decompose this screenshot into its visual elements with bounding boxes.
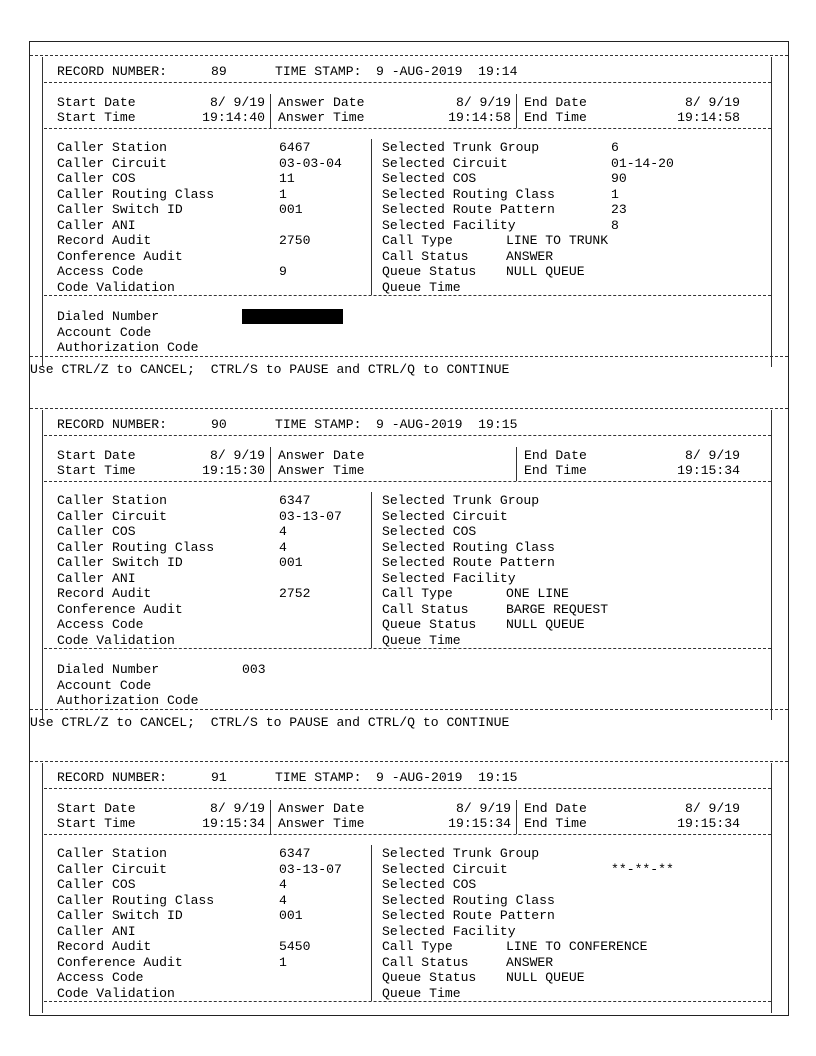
caller-cos-label: Caller COS xyxy=(57,877,136,892)
selected-facility-label: Selected Facility xyxy=(382,217,516,233)
selected-circuit-label: Selected Circuit xyxy=(382,155,508,171)
selected-routing-class-label: Selected Routing Class xyxy=(382,539,555,555)
caller-circuit-value: 03-03-04 xyxy=(279,155,342,171)
call-status-label: Call Status xyxy=(382,601,469,617)
time-stamp-label: TIME STAMP: xyxy=(275,417,362,432)
queue-status-value: NULL QUEUE xyxy=(506,970,585,985)
selected-route-pattern-value: 23 xyxy=(611,202,627,217)
start-date-label: Start Date xyxy=(57,801,136,816)
answer-date-label: Answer Date xyxy=(278,95,365,110)
selected-cos-label: Selected COS xyxy=(382,524,477,539)
selected-facility-label: Selected Facility xyxy=(382,923,516,939)
queue-time-label: Queue Time xyxy=(382,985,461,1001)
end-time-label: End Time xyxy=(524,816,587,831)
divider xyxy=(30,761,788,762)
end-time-label: End Time xyxy=(524,463,587,478)
caller-cos-label: Caller COS xyxy=(57,524,136,539)
selected-trunk-group-value: 6 xyxy=(611,140,619,155)
start-time-value: 19:15:34 xyxy=(202,816,265,831)
call-status-label: Call Status xyxy=(382,248,469,264)
answer-time-label: Answer Time xyxy=(278,463,365,478)
caller-station-value: 6347 xyxy=(279,493,311,508)
caller-ani-label: Caller ANI xyxy=(57,570,136,586)
end-date-label: End Date xyxy=(524,801,587,816)
divider xyxy=(44,834,771,835)
selected-routing-class-label: Selected Routing Class xyxy=(382,892,555,908)
conference-audit-label: Conference Audit xyxy=(57,601,183,617)
dialed-number-redaction xyxy=(242,309,343,324)
record-audit-value: 2750 xyxy=(279,233,311,248)
time-stamp-value: 9 -AUG-2019 19:15 xyxy=(376,417,518,432)
queue-time-label: Queue Time xyxy=(382,279,461,295)
conference-audit-label: Conference Audit xyxy=(57,248,183,264)
control-prompt: Use CTRL/Z to CANCEL; CTRL/S to PAUSE and CTRL/Q to CONTINUE xyxy=(30,715,510,730)
caller-routing-class-value: 4 xyxy=(279,892,287,908)
caller-circuit-label: Caller Circuit xyxy=(57,861,168,877)
queue-status-label: Queue Status xyxy=(382,617,477,632)
divider xyxy=(30,356,788,357)
terminal-screen xyxy=(29,41,789,1016)
divider xyxy=(371,845,372,1001)
time-stamp-value: 9 -AUG-2019 19:15 xyxy=(376,770,518,785)
selected-cos-label: Selected COS xyxy=(382,877,477,892)
caller-routing-class-label: Caller Routing Class xyxy=(57,186,215,202)
selected-trunk-group-label: Selected Trunk Group xyxy=(382,140,540,155)
selected-routing-class-value: 1 xyxy=(611,186,619,202)
record-number-value: 89 xyxy=(211,64,227,79)
record-number-label: RECORD NUMBER: xyxy=(57,64,168,79)
start-date-value: 8/ 9/19 xyxy=(209,95,265,110)
caller-station-label: Caller Station xyxy=(57,140,168,155)
answer-time-value: 19:15:34 xyxy=(448,816,511,831)
dialed-number-label: Dialed Number xyxy=(57,309,160,324)
divider xyxy=(42,57,43,367)
end-date-value: 8/ 9/19 xyxy=(684,801,740,816)
start-date-label: Start Date xyxy=(57,448,136,463)
conference-audit-label: Conference Audit xyxy=(57,954,183,970)
end-date-value: 8/ 9/19 xyxy=(684,95,740,110)
divider xyxy=(44,788,771,789)
caller-circuit-label: Caller Circuit xyxy=(57,508,168,524)
divider xyxy=(42,763,43,1013)
caller-cos-value: 11 xyxy=(279,171,295,186)
divider xyxy=(44,435,771,436)
call-status-label: Call Status xyxy=(382,954,469,970)
selected-circuit-value: **-**-** xyxy=(611,861,674,877)
control-prompt: Use CTRL/Z to CANCEL; CTRL/S to PAUSE and CTRL/Q to CONTINUE xyxy=(30,362,510,377)
selected-circuit-label: Selected Circuit xyxy=(382,861,508,877)
account-code-label: Account Code xyxy=(57,677,152,693)
divider xyxy=(44,481,771,482)
caller-circuit-value: 03-13-07 xyxy=(279,861,342,877)
call-status-value: BARGE REQUEST xyxy=(506,601,609,617)
answer-time-label: Answer Time xyxy=(278,110,365,125)
divider xyxy=(30,709,788,710)
access-code-label: Access Code xyxy=(57,970,144,985)
record-number-value: 91 xyxy=(211,770,227,785)
end-time-label: End Time xyxy=(524,110,587,125)
divider xyxy=(44,648,771,649)
code-validation-label: Code Validation xyxy=(57,279,175,295)
divider xyxy=(30,55,788,56)
call-type-label: Call Type xyxy=(382,233,453,248)
call-type-label: Call Type xyxy=(382,586,453,601)
call-status-value: ANSWER xyxy=(506,954,554,970)
caller-switch-id-label: Caller Switch ID xyxy=(57,202,183,217)
caller-cos-value: 4 xyxy=(279,877,287,892)
call-type-value: ONE LINE xyxy=(506,586,569,601)
authorization-code-label: Authorization Code xyxy=(57,693,199,708)
answer-time-value: 19:14:58 xyxy=(448,110,511,125)
access-code-label: Access Code xyxy=(57,264,144,279)
authorization-code-label: Authorization Code xyxy=(57,340,199,355)
selected-facility-value: 8 xyxy=(611,217,619,233)
record-audit-label: Record Audit xyxy=(57,233,152,248)
divider xyxy=(516,94,517,128)
end-time-value: 19:15:34 xyxy=(677,816,740,831)
queue-status-value: NULL QUEUE xyxy=(506,264,585,279)
caller-routing-class-value: 1 xyxy=(279,186,287,202)
selected-facility-label: Selected Facility xyxy=(382,570,516,586)
end-date-value: 8/ 9/19 xyxy=(684,448,740,463)
divider xyxy=(771,763,772,1013)
caller-cos-label: Caller COS xyxy=(57,171,136,186)
caller-station-value: 6467 xyxy=(279,140,311,155)
record-audit-value: 5450 xyxy=(279,939,311,954)
selected-routing-class-label: Selected Routing Class xyxy=(382,186,555,202)
record-number-label: RECORD NUMBER: xyxy=(57,770,168,785)
dialed-number-value: 003 xyxy=(242,662,266,677)
end-date-label: End Date xyxy=(524,448,587,463)
divider xyxy=(371,492,372,648)
end-time-value: 19:14:58 xyxy=(677,110,740,125)
caller-station-label: Caller Station xyxy=(57,846,168,861)
record-number-value: 90 xyxy=(211,417,227,432)
call-status-value: ANSWER xyxy=(506,248,554,264)
record-number-label: RECORD NUMBER: xyxy=(57,417,168,432)
answer-date-value: 8/ 9/19 xyxy=(455,95,511,110)
time-stamp-value: 9 -AUG-2019 19:14 xyxy=(376,64,518,79)
call-type-label: Call Type xyxy=(382,939,453,954)
access-code-label: Access Code xyxy=(57,617,144,632)
start-time-label: Start Time xyxy=(57,110,136,125)
end-time-value: 19:15:34 xyxy=(677,463,740,478)
divider xyxy=(516,447,517,481)
start-time-label: Start Time xyxy=(57,816,136,831)
caller-cos-value: 4 xyxy=(279,524,287,539)
selected-route-pattern-label: Selected Route Pattern xyxy=(382,908,555,923)
code-validation-label: Code Validation xyxy=(57,985,175,1001)
divider xyxy=(516,800,517,834)
caller-routing-class-label: Caller Routing Class xyxy=(57,892,215,908)
divider xyxy=(771,57,772,367)
call-type-value: LINE TO CONFERENCE xyxy=(506,939,648,954)
queue-status-label: Queue Status xyxy=(382,970,477,985)
conference-audit-value: 1 xyxy=(279,954,287,970)
divider xyxy=(44,295,771,296)
divider xyxy=(371,139,372,295)
divider xyxy=(771,410,772,720)
caller-ani-label: Caller ANI xyxy=(57,217,136,233)
queue-status-value: NULL QUEUE xyxy=(506,617,585,632)
selected-cos-label: Selected COS xyxy=(382,171,477,186)
caller-switch-id-value: 001 xyxy=(279,908,303,923)
caller-circuit-value: 03-13-07 xyxy=(279,508,342,524)
answer-date-value: 8/ 9/19 xyxy=(455,801,511,816)
start-time-value: 19:15:30 xyxy=(202,463,265,478)
record-audit-label: Record Audit xyxy=(57,939,152,954)
divider xyxy=(270,94,271,128)
start-time-label: Start Time xyxy=(57,463,136,478)
answer-time-label: Answer Time xyxy=(278,816,365,831)
account-code-label: Account Code xyxy=(57,324,152,340)
start-date-value: 8/ 9/19 xyxy=(209,801,265,816)
caller-circuit-label: Caller Circuit xyxy=(57,155,168,171)
time-stamp-label: TIME STAMP: xyxy=(275,64,362,79)
access-code-value: 9 xyxy=(279,264,287,279)
start-date-label: Start Date xyxy=(57,95,136,110)
caller-switch-id-label: Caller Switch ID xyxy=(57,555,183,570)
divider xyxy=(42,410,43,720)
code-validation-label: Code Validation xyxy=(57,632,175,648)
selected-trunk-group-label: Selected Trunk Group xyxy=(382,846,540,861)
divider xyxy=(270,800,271,834)
selected-route-pattern-label: Selected Route Pattern xyxy=(382,202,555,217)
selected-cos-value: 90 xyxy=(611,171,627,186)
caller-ani-label: Caller ANI xyxy=(57,923,136,939)
dialed-number-label: Dialed Number xyxy=(57,662,160,677)
caller-routing-class-label: Caller Routing Class xyxy=(57,539,215,555)
divider xyxy=(30,408,788,409)
selected-trunk-group-label: Selected Trunk Group xyxy=(382,493,540,508)
divider xyxy=(44,128,771,129)
queue-time-label: Queue Time xyxy=(382,632,461,648)
answer-date-label: Answer Date xyxy=(278,448,365,463)
queue-status-label: Queue Status xyxy=(382,264,477,279)
selected-route-pattern-label: Selected Route Pattern xyxy=(382,555,555,570)
divider xyxy=(44,82,771,83)
divider xyxy=(270,447,271,481)
time-stamp-label: TIME STAMP: xyxy=(275,770,362,785)
caller-switch-id-label: Caller Switch ID xyxy=(57,908,183,923)
end-date-label: End Date xyxy=(524,95,587,110)
record-audit-value: 2752 xyxy=(279,586,311,601)
selected-circuit-label: Selected Circuit xyxy=(382,508,508,524)
call-type-value: LINE TO TRUNK xyxy=(506,233,609,248)
selected-circuit-value: 01-14-20 xyxy=(611,155,674,171)
start-time-value: 19:14:40 xyxy=(202,110,265,125)
divider xyxy=(44,1001,771,1002)
caller-routing-class-value: 4 xyxy=(279,539,287,555)
answer-date-label: Answer Date xyxy=(278,801,365,816)
caller-switch-id-value: 001 xyxy=(279,202,303,217)
caller-switch-id-value: 001 xyxy=(279,555,303,570)
caller-station-label: Caller Station xyxy=(57,493,168,508)
record-audit-label: Record Audit xyxy=(57,586,152,601)
caller-station-value: 6347 xyxy=(279,846,311,861)
start-date-value: 8/ 9/19 xyxy=(209,448,265,463)
